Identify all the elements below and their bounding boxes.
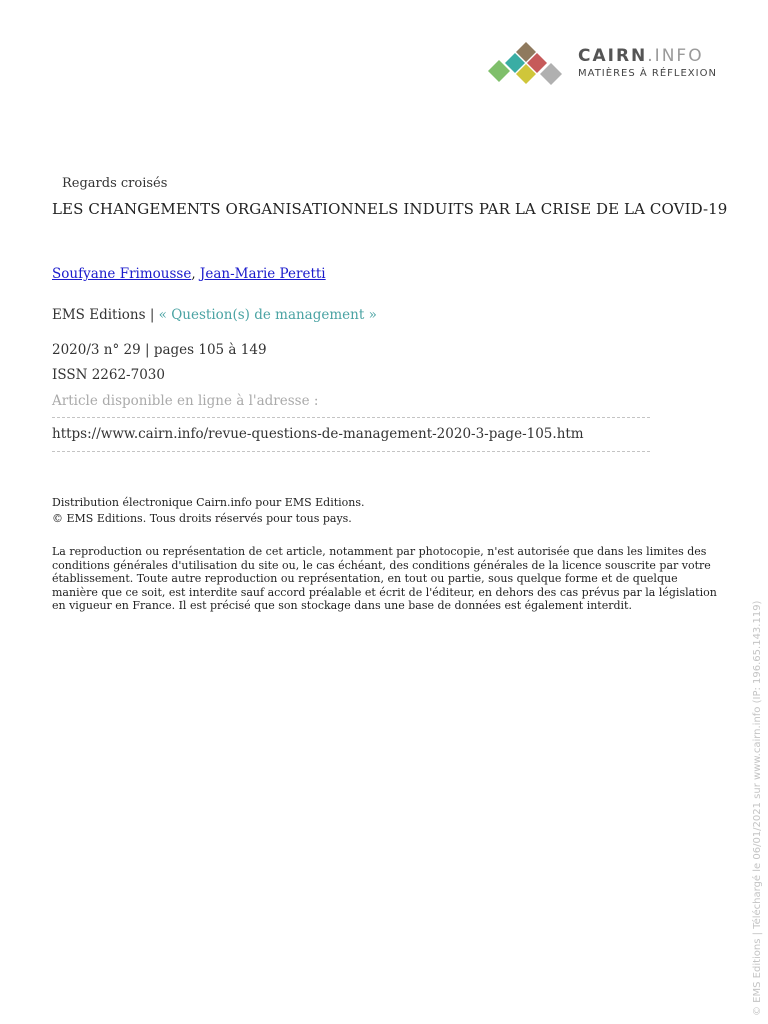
divider: [52, 417, 650, 418]
author-separator: ,: [191, 266, 200, 282]
divider: [52, 451, 650, 452]
cairn-diamonds-icon: [488, 40, 568, 92]
logo-name: CAIRN: [578, 46, 648, 66]
download-watermark: © EMS Editions | Téléchargé le 06/01/2021 sur www.cairn.info (IP: 196.65.143.119): [752, 600, 763, 1016]
rubric: Regards croisés: [62, 176, 168, 191]
copyright-line: © EMS Editions. Tous droits réservés pour tous pays.: [52, 512, 352, 525]
distribution-line: Distribution électronique Cairn.info pour EMS Editions.: [52, 496, 365, 509]
journal-link[interactable]: « Question(s) de management »: [158, 307, 377, 323]
issn: ISSN 2262-7030: [52, 367, 165, 383]
publisher-separator: |: [145, 307, 159, 323]
legal-notice: La reproduction ou représentation de cet article, notamment par photocopie, n'est autorisée que dans les limites des conditions générales d'utilisation du site ou, le cas échéant, des conditions générales de la licence souscrite par votre établissement. Toute autre reproduction ou représentation, en tout ou partie, sous quelque forme et de quelque manière que ce soit, est interdite sauf accord préalable et écrit de l'éditeur, en dehors des cas prévus par la législation en vigueur en France. Il est précisé que son stockage dans une base de données est également interdit.: [52, 545, 717, 612]
cairn-logo[interactable]: [488, 40, 728, 92]
article-url[interactable]: https://www.cairn.info/revue-questions-de-management-2020-3-page-105.htm: [52, 426, 584, 442]
logo-wordmark: [578, 46, 704, 66]
issue-info: 2020/3 n° 29 | pages 105 à 149: [52, 342, 267, 358]
authors: [52, 266, 326, 282]
distribution-notice: [52, 495, 365, 527]
author-link[interactable]: Jean-Marie Peretti: [199, 266, 326, 282]
logo-tld: .INFO: [647, 46, 704, 66]
available-label: Article disponible en ligne à l'adresse :: [52, 393, 319, 409]
article-title: LES CHANGEMENTS ORGANISATIONNELS INDUITS PAR LA CRISE DE LA COVID-19: [52, 200, 728, 218]
author-link[interactable]: Soufyane Frimousse: [52, 266, 192, 282]
publisher: EMS Editions: [52, 307, 146, 323]
logo-tagline: MATIÈRES À RÉFLEXION: [578, 68, 717, 79]
publisher-line: [52, 307, 377, 323]
